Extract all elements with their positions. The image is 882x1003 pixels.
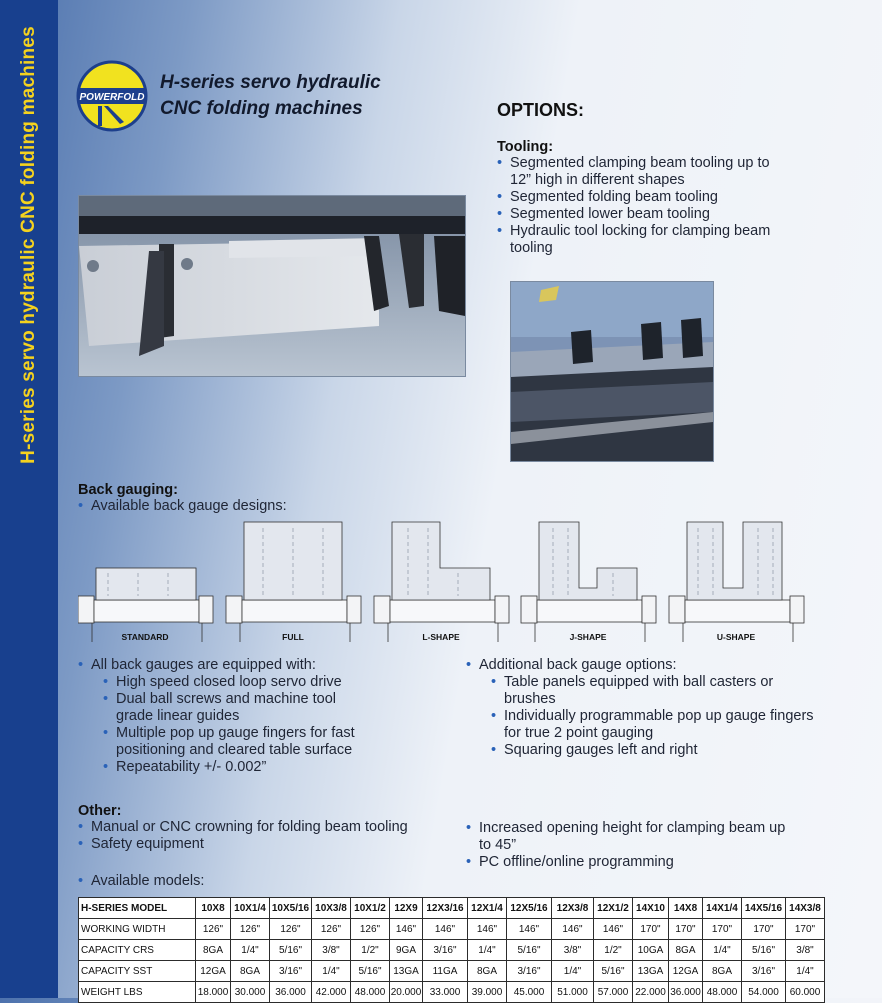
table-header-cell: 12X3/8 xyxy=(552,898,594,919)
gauge-label-full: FULL xyxy=(282,632,304,642)
table-cell: 13GA xyxy=(633,961,669,982)
table-cell: 170" xyxy=(669,919,703,940)
table-cell: 5/16" xyxy=(742,940,786,961)
table-row xyxy=(79,919,825,940)
table-cell: 146" xyxy=(390,919,423,940)
table-cell: 11GA xyxy=(423,961,468,982)
table-cell: 9GA xyxy=(390,940,423,961)
back-gauging-heading: Back gauging: xyxy=(78,482,178,498)
models-intro-list xyxy=(78,873,204,890)
table-cell: 18.000 xyxy=(196,982,231,1003)
gauge-label-standard: STANDARD xyxy=(121,632,169,642)
other-heading: Other: xyxy=(78,803,122,819)
table-cell: 8GA xyxy=(468,961,507,982)
list-item xyxy=(466,657,826,759)
list-item: • Safety equipment xyxy=(78,836,438,853)
list-item: • PC offline/online programming xyxy=(466,854,786,871)
table-cell: 3/16" xyxy=(423,940,468,961)
list-item: • Increased opening height for clamping beam up to 45” xyxy=(466,820,786,854)
table-cell: 3/16" xyxy=(270,961,312,982)
table-cell: 8GA xyxy=(231,961,270,982)
list-item: • Segmented folding beam tooling xyxy=(497,189,782,206)
list-item: • Individually programmable pop up gauge fingers for true 2 point gauging xyxy=(491,708,826,742)
table-header-cell: 12X3/16 xyxy=(423,898,468,919)
list-item xyxy=(78,657,368,776)
table-cell: 146" xyxy=(423,919,468,940)
table-row xyxy=(79,982,825,1003)
table-cell: 12GA xyxy=(669,961,703,982)
list-item: • Table panels equipped with ball casters or brushes xyxy=(491,674,826,708)
table-cell: WEIGHT LBS xyxy=(79,982,196,1003)
table-header-cell: 14X5/16 xyxy=(742,898,786,919)
table-header-cell: 10X1/4 xyxy=(231,898,270,919)
table-cell: 8GA xyxy=(669,940,703,961)
back-gauging-intro-list xyxy=(78,498,287,515)
machine-photo xyxy=(510,281,714,462)
table-cell: 1/2" xyxy=(351,940,390,961)
table-cell: 3/8" xyxy=(552,940,594,961)
table-row xyxy=(79,961,825,982)
table-row xyxy=(79,940,825,961)
list-item: • Hydraulic tool locking for clamping beam tooling xyxy=(497,223,782,257)
gauge-diagrams xyxy=(78,518,808,644)
list-item: • Manual or CNC crowning for folding beam tooling xyxy=(78,819,438,836)
additional-section xyxy=(466,657,826,759)
list-item: • Repeatability +/- 0.002” xyxy=(103,759,368,776)
table-cell: 5/16" xyxy=(507,940,552,961)
tooling-list xyxy=(497,155,782,257)
powerfold-logo xyxy=(76,60,148,132)
table-cell: 1/4" xyxy=(231,940,270,961)
table-header-cell: 14X10 xyxy=(633,898,669,919)
page-title xyxy=(160,70,381,122)
table-cell: 48.000 xyxy=(703,982,742,1003)
additional-list xyxy=(466,657,826,759)
table-cell: 8GA xyxy=(196,940,231,961)
other-right-section xyxy=(466,820,786,871)
gauge-label-l-shape: L-SHAPE xyxy=(422,632,460,642)
table-cell: 57.000 xyxy=(594,982,633,1003)
table-cell: 10GA xyxy=(633,940,669,961)
models-intro xyxy=(78,873,204,890)
table-header-cell: 12X9 xyxy=(390,898,423,919)
table-cell: 60.000 xyxy=(786,982,825,1003)
table-cell: 170" xyxy=(703,919,742,940)
table-cell: 30.000 xyxy=(231,982,270,1003)
table-cell: 146" xyxy=(468,919,507,940)
table-header-cell: 10X5/16 xyxy=(270,898,312,919)
list-item: • Available models: xyxy=(78,873,204,890)
table-cell: 22.000 xyxy=(633,982,669,1003)
other-left-list xyxy=(78,819,438,853)
table-header-cell: 14X1/4 xyxy=(703,898,742,919)
table-cell: 146" xyxy=(552,919,594,940)
equipped-section xyxy=(78,657,368,776)
table-cell: 1/4" xyxy=(703,940,742,961)
table-cell: CAPACITY CRS xyxy=(79,940,196,961)
table-header-row xyxy=(79,898,825,919)
table-cell: 5/16" xyxy=(351,961,390,982)
title-line-2: CNC folding machines xyxy=(160,98,363,119)
additional-heading: Additional back gauge options: xyxy=(479,657,677,673)
tooling-section xyxy=(497,139,782,257)
equipped-heading: All back gauges are equipped with: xyxy=(91,657,316,673)
tooling-photo xyxy=(78,195,466,377)
table-header-cell: H-SERIES MODEL xyxy=(79,898,196,919)
table-cell: 33.000 xyxy=(423,982,468,1003)
table-cell: 12GA xyxy=(196,961,231,982)
other-section xyxy=(78,803,438,853)
equipped-list xyxy=(78,657,368,776)
options-heading: OPTIONS: xyxy=(497,100,585,120)
table-cell: CAPACITY SST xyxy=(79,961,196,982)
table-cell: 3/16" xyxy=(742,961,786,982)
table-header-cell: 12X1/2 xyxy=(594,898,633,919)
sidebar-title: H-series servo hydraulic CNC folding machines xyxy=(18,26,39,464)
table-cell: 1/4" xyxy=(468,940,507,961)
list-item: • High speed closed loop servo drive xyxy=(103,674,368,691)
back-gauging-section xyxy=(78,482,287,515)
table-cell: 126" xyxy=(312,919,351,940)
table-cell: 1/4" xyxy=(786,961,825,982)
table-header-cell: 12X1/4 xyxy=(468,898,507,919)
table-cell: 36.000 xyxy=(270,982,312,1003)
table-header-cell: 14X3/8 xyxy=(786,898,825,919)
table-cell: 1/4" xyxy=(552,961,594,982)
table-cell: 170" xyxy=(633,919,669,940)
list-item: • Multiple pop up gauge fingers for fast positioning and cleared table surface xyxy=(103,725,368,759)
table-cell: 146" xyxy=(594,919,633,940)
table-cell: 1/2" xyxy=(594,940,633,961)
tooling-heading: Tooling: xyxy=(497,139,554,155)
table-cell: 126" xyxy=(351,919,390,940)
table-cell: 42.000 xyxy=(312,982,351,1003)
table-cell: 8GA xyxy=(703,961,742,982)
title-line-1: H-series servo hydraulic xyxy=(160,72,381,93)
models-table xyxy=(78,897,825,1003)
table-cell: 126" xyxy=(196,919,231,940)
list-item: • Available back gauge designs: xyxy=(78,498,287,515)
table-cell: 3/8" xyxy=(312,940,351,961)
list-item: • Dual ball screws and machine tool grade linear guides xyxy=(103,691,368,725)
table-header-cell: 12X5/16 xyxy=(507,898,552,919)
sidebar-band xyxy=(0,0,58,998)
other-right-list xyxy=(466,820,786,871)
table-cell: 3/8" xyxy=(786,940,825,961)
table-cell: 170" xyxy=(742,919,786,940)
table-header-cell: 10X3/8 xyxy=(312,898,351,919)
list-item: • Squaring gauges left and right xyxy=(491,742,826,759)
table-cell: 126" xyxy=(231,919,270,940)
table-cell: WORKING WIDTH xyxy=(79,919,196,940)
gauge-label-u-shape: U-SHAPE xyxy=(716,632,756,642)
table-cell: 48.000 xyxy=(351,982,390,1003)
table-cell: 51.000 xyxy=(552,982,594,1003)
table-cell: 54.000 xyxy=(742,982,786,1003)
list-item: • Segmented lower beam tooling xyxy=(497,206,782,223)
table-cell: 146" xyxy=(507,919,552,940)
table-cell: 45.000 xyxy=(507,982,552,1003)
table-cell: 13GA xyxy=(390,961,423,982)
table-cell: 170" xyxy=(786,919,825,940)
table-header-cell: 10X8 xyxy=(196,898,231,919)
table-cell: 5/16" xyxy=(594,961,633,982)
list-item: • Segmented clamping beam tooling up to 12” high in different shapes xyxy=(497,155,782,189)
table-cell: 39.000 xyxy=(468,982,507,1003)
table-header-cell: 10X1/2 xyxy=(351,898,390,919)
table-cell: 3/16" xyxy=(507,961,552,982)
table-cell: 36.000 xyxy=(669,982,703,1003)
svg-text:POWERFOLD: POWERFOLD xyxy=(79,92,145,103)
gauge-label-j-shape: J-SHAPE xyxy=(569,632,607,642)
table-cell: 5/16" xyxy=(270,940,312,961)
table-cell: 20.000 xyxy=(390,982,423,1003)
table-cell: 1/4" xyxy=(312,961,351,982)
table-header-cell: 14X8 xyxy=(669,898,703,919)
table-cell: 126" xyxy=(270,919,312,940)
